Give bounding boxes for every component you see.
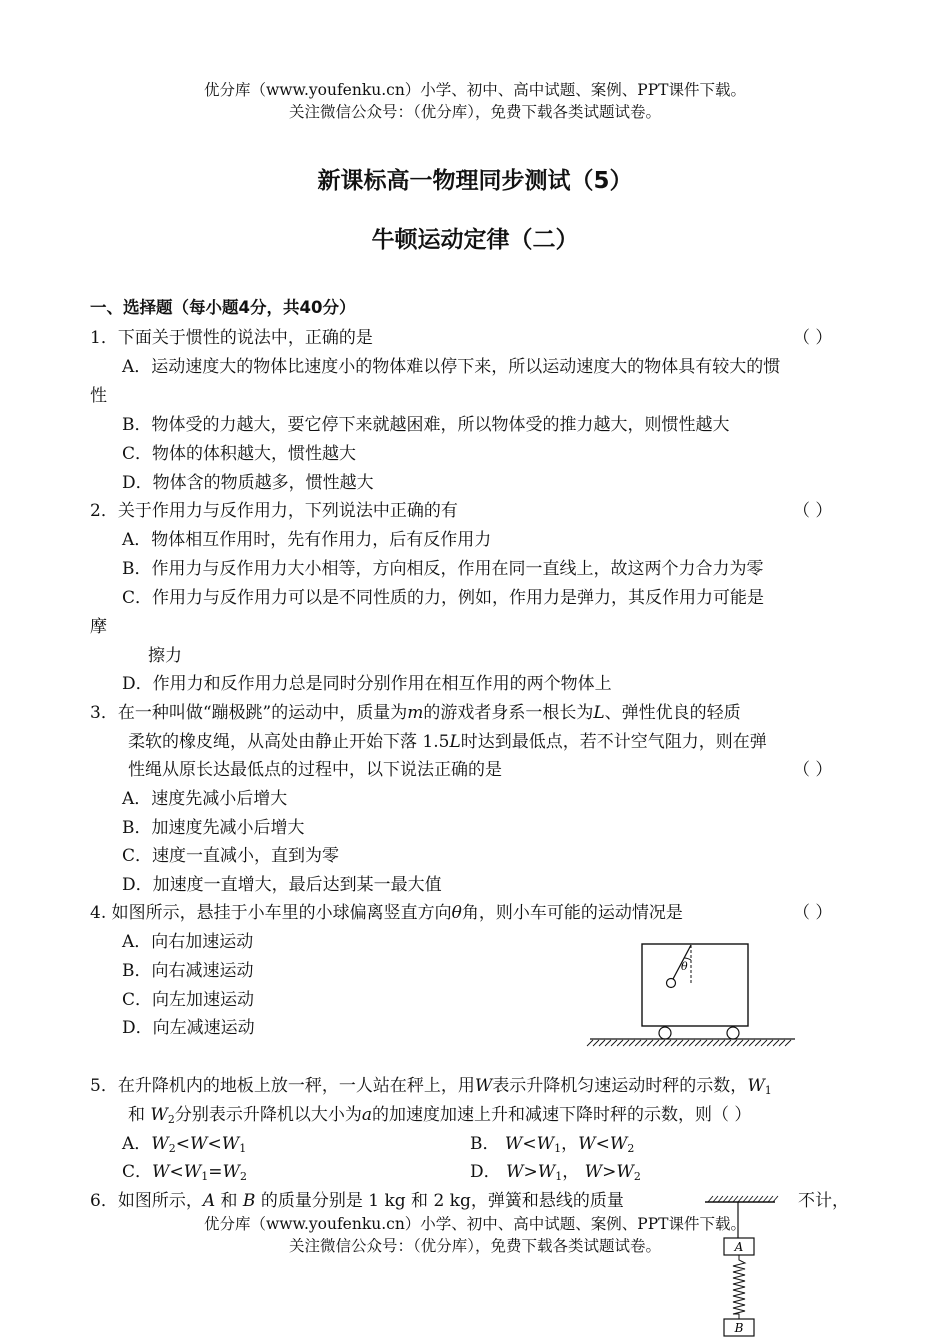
hatch-mark — [743, 1040, 749, 1046]
footer-line-2: 关注微信公众号：（优分库），免费下载各类试题试卷。 — [288, 1237, 661, 1255]
q2-stem: 2．关于作用力与反作用力，下列说法中正确的有 — [90, 501, 458, 521]
q1-option-c: C．物体的体积越大，惯性越大 — [122, 444, 357, 464]
hatch-mark — [738, 1196, 743, 1202]
q4-option-b: B．向右减速运动 — [122, 961, 254, 981]
hatch-mark — [749, 1040, 755, 1046]
q3-option-a: A．速度先减小后增大 — [122, 789, 288, 809]
hatch-mark — [617, 1040, 623, 1046]
hatch-mark — [647, 1040, 653, 1046]
angle-label: θ — [681, 960, 688, 973]
hatch-mark — [671, 1040, 677, 1046]
hatch-mark — [719, 1040, 725, 1046]
q4-option-a: A．向右加速运动 — [122, 932, 254, 952]
q3-stem-line3: 性绳从原长达最低点的过程中，以下说法正确的是 — [128, 760, 502, 780]
hatch-mark — [707, 1040, 713, 1046]
hatch-mark — [773, 1196, 778, 1202]
q5-stem-line1: 5．在升降机内的地板上放一秤，一人站在秤上，用W表示升降机匀速运动时秤的示数，$W_1$ — [90, 1076, 772, 1097]
q3-option-c: C．速度一直减小，直到为零 — [122, 846, 340, 866]
hatch-mark — [758, 1196, 763, 1202]
hatch-mark — [723, 1196, 728, 1202]
q3-answer-paren: （ ） — [793, 760, 833, 780]
hatch-mark — [593, 1040, 599, 1046]
hatch-mark — [677, 1040, 683, 1046]
spring-blocks-figure — [700, 1192, 780, 1342]
hatch-mark — [718, 1196, 723, 1202]
hatch-mark — [728, 1196, 733, 1202]
q2-option-a: A．物体相互作用时，先有作用力，后有反作用力 — [122, 530, 492, 550]
q2-option-d: D．作用力和反作用力总是同时分别作用在相互作用的两个物体上 — [122, 674, 612, 694]
hatch-mark — [725, 1040, 731, 1046]
q2-option-c-cont: 摩 — [90, 617, 107, 637]
q5-option-b: B． $W<W_1$，$W<W_2$ — [470, 1134, 635, 1155]
hatch-mark — [623, 1040, 629, 1046]
block-a-label: A — [734, 1240, 744, 1254]
q3-stem-line2: 柔软的橡皮绳，从高处由静止开始下落 1.5L时达到最低点，若不计空气阻力，则在弹 — [128, 732, 767, 752]
q4-option-d: D．向左减速运动 — [122, 1018, 255, 1038]
hatch-mark — [701, 1040, 707, 1046]
q2-option-c: C．作用力与反作用力可以是不同性质的力，例如，作用力是弹力，其反作用力可能是 — [122, 588, 765, 608]
q3-option-b: B．加速度先减小后增大 — [122, 818, 305, 838]
q4-stem: 4. 如图所示，悬挂于小车里的小球偏离竖直方向θ角，则小车可能的运动情况是 — [90, 903, 683, 923]
ground-hatching — [587, 1040, 791, 1046]
hatch-mark — [748, 1196, 753, 1202]
hatch-mark — [743, 1196, 748, 1202]
section-heading: 一、选择题（每小题4分，共40分） — [90, 298, 356, 317]
hatch-mark — [767, 1040, 773, 1046]
q1-answer-paren: （ ） — [793, 328, 833, 348]
q6-stem-line1: 6．如图所示，A 和 B 的质量分别是 1 kg 和 2 kg，弹簧和悬线的质量 — [90, 1191, 624, 1211]
hatch-mark — [733, 1196, 738, 1202]
hatch-mark — [665, 1040, 671, 1046]
ceiling-hatching — [708, 1196, 778, 1202]
page-title: 新课标高一物理同步测试（5） — [317, 168, 633, 194]
cart-body — [642, 944, 748, 1026]
hatch-mark — [753, 1196, 758, 1202]
hatch-mark — [713, 1040, 719, 1046]
right-wheel — [727, 1027, 739, 1039]
hatch-mark — [689, 1040, 695, 1046]
q5-option-d: D． $W>W_1$， $W>W_2$ — [470, 1162, 641, 1183]
hatch-mark — [659, 1040, 665, 1046]
hatch-mark — [779, 1040, 785, 1046]
hatch-mark — [605, 1040, 611, 1046]
hatch-mark — [611, 1040, 617, 1046]
pendulum-ball — [667, 979, 676, 988]
spring — [733, 1255, 745, 1319]
q4-answer-paren: （ ） — [793, 903, 833, 923]
cart-pendulum-figure — [585, 940, 800, 1050]
hatch-mark — [599, 1040, 605, 1046]
footer-line-1: 优分库（www.youfenku.cn）小学、初中、高中试题、案例、PPT课件下载。 — [203, 1215, 747, 1233]
q1-option-d: D．物体含的物质越多，惯性越大 — [122, 473, 374, 493]
hatch-mark — [653, 1040, 659, 1046]
page-subtitle: 牛顿运动定律（二） — [371, 227, 579, 253]
q3-option-d: D．加速度一直增大，最后达到某一最大值 — [122, 875, 442, 895]
q3-stem-line1: 3．在一种叫做“蹦极跳”的运动中，质量为m的游戏者身系一根长为L、弹性优良的轻质 — [90, 703, 741, 723]
hatch-mark — [763, 1196, 768, 1202]
q5-option-c: C．$W<W_1=W_2$ — [122, 1162, 247, 1183]
q6-stem-line1-end: 不计， — [798, 1191, 849, 1211]
q4-option-c: C．向左加速运动 — [122, 990, 255, 1010]
hatch-mark — [737, 1040, 743, 1046]
hatch-mark — [695, 1040, 701, 1046]
hatch-mark — [708, 1196, 713, 1202]
hatch-mark — [641, 1040, 647, 1046]
q1-stem: 1．下面关于惯性的说法中，正确的是 — [90, 328, 373, 348]
hatch-mark — [731, 1040, 737, 1046]
hatch-mark — [683, 1040, 689, 1046]
q2-option-c-cont2: 擦力 — [148, 646, 182, 666]
hatch-mark — [713, 1196, 718, 1202]
q1-option-a-cont: 性 — [90, 386, 107, 406]
block-b-label: B — [734, 1321, 744, 1335]
hatch-mark — [635, 1040, 641, 1046]
q5-option-a: A．$W_2<W<W_1$ — [122, 1134, 247, 1155]
hatch-mark — [629, 1040, 635, 1046]
hatch-mark — [755, 1040, 761, 1046]
hatch-mark — [768, 1196, 773, 1202]
hatch-mark — [761, 1040, 767, 1046]
header-line-2: 关注微信公众号：（优分库），免费下载各类试题试卷。 — [288, 103, 661, 121]
hatch-mark — [785, 1040, 791, 1046]
hatch-mark — [587, 1040, 593, 1046]
q2-answer-paren: （ ） — [793, 501, 833, 521]
q2-option-b: B．作用力与反作用力大小相等，方向相反，作用在同一直线上，故这两个力合力为零 — [122, 559, 764, 579]
q5-stem-line2: 和 $W_2$分别表示升降机以大小为a的加速度加速上升和减速下降时秤的示数，则（ ） — [128, 1105, 752, 1126]
q1-option-b: B．物体受的力越大，要它停下来就越困难，所以物体受的推力越大，则惯性越大 — [122, 415, 730, 435]
header-line-1: 优分库（www.youfenku.cn）小学、初中、高中试题、案例、PPT课件下载。 — [203, 81, 747, 99]
left-wheel — [659, 1027, 671, 1039]
hatch-mark — [773, 1040, 779, 1046]
q1-option-a: A．运动速度大的物体比速度小的物体难以停下来，所以运动速度大的物体具有较大的惯 — [122, 357, 781, 377]
